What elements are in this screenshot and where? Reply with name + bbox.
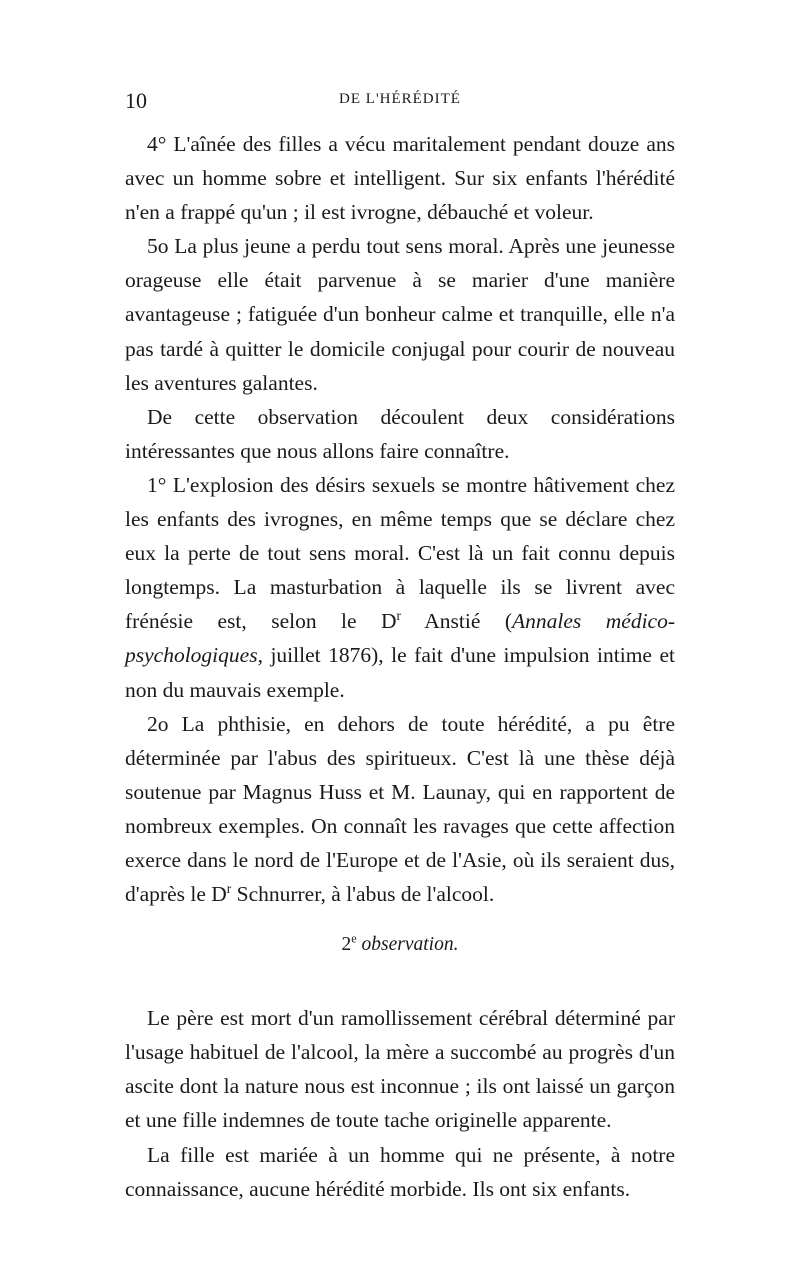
text-segment: 2o La phthisie, en dehors de toute hérédité, a pu être déterminée par l'abus des spiritueux. C'est là une thèse déjà soutenue par Magnus Huss et M. Launay, qui en rapportent de nombreux exemples. On connaît les ravages que cette affection exerce dans le nord de l'Europe et de l'Asie, où ils seraient dus, d'après le D	[125, 711, 675, 907]
paragraph-daughter: La fille est mariée à un homme qui ne présente, à notre connaissance, aucune hérédité morbide. Ils ont six enfants.	[125, 1142, 675, 1201]
paragraph-point-2	[125, 707, 675, 912]
section-number: 2	[341, 934, 352, 956]
paragraph-4: 4° L'aînée des filles a vécu maritalement pendant douze ans avec un homme sobre et intelligent. Sur six enfants l'hérédité n'en a frappé qu'un ; il est ivrogne, débauché et voleur.	[125, 132, 675, 225]
text-segment: Schnurrer, à l'abus de l'alcool.	[231, 882, 495, 907]
paragraph-5: 5o La plus jeune a perdu tout sens moral. Après une jeunesse orageuse elle était parvenue à se marier d'une manière avantageuse ; fatiguée d'un bonheur calme et tranquille, elle n'a pas tardé à quitter le domicile conjugal pour courir de nouveau les aventures galantes.	[125, 234, 675, 395]
section-title: observation.	[361, 934, 459, 956]
superscript: r	[226, 880, 232, 896]
text-segment: 1° L'explosion des désirs sexuels se montre hâtivement chez les enfants des ivrognes, en même temps que se déclare chez eux la perte de tout sens moral. C'est là un fait connu depuis longtemps. La masturbation à laquelle ils se livrent avec frénésie est, selon le D	[125, 472, 675, 634]
paragraph-point-1	[125, 468, 675, 707]
text-segment: Anstié (	[401, 609, 513, 634]
page-header	[125, 88, 675, 118]
superscript: r	[396, 608, 401, 624]
page-body	[125, 127, 675, 1206]
text-segment: , juillet 1876), le fait d'une impulsion intime et non du mauvais exemple.	[125, 643, 675, 702]
paragraph-parents: Le père est mort d'un ramollissement cérébral déterminé par l'usage habituel de l'alcool, la mère a succombé au progrès d'un ascite dont la nature nous est inconnue ; ils ont laissé un garçon et une fille indemnes de toute tache originelle apparente.	[125, 1006, 675, 1133]
section-number-superscript: e	[351, 931, 357, 946]
section-heading	[125, 929, 675, 961]
journal-title: Annales médico-psychologiques	[125, 609, 675, 668]
page-number: 10	[125, 88, 147, 113]
paragraph-considerations: De cette observation découlent deux considérations intéressantes que nous allons faire connaître.	[125, 404, 675, 463]
running-title: DE L'HÉRÉDITÉ	[339, 91, 461, 107]
